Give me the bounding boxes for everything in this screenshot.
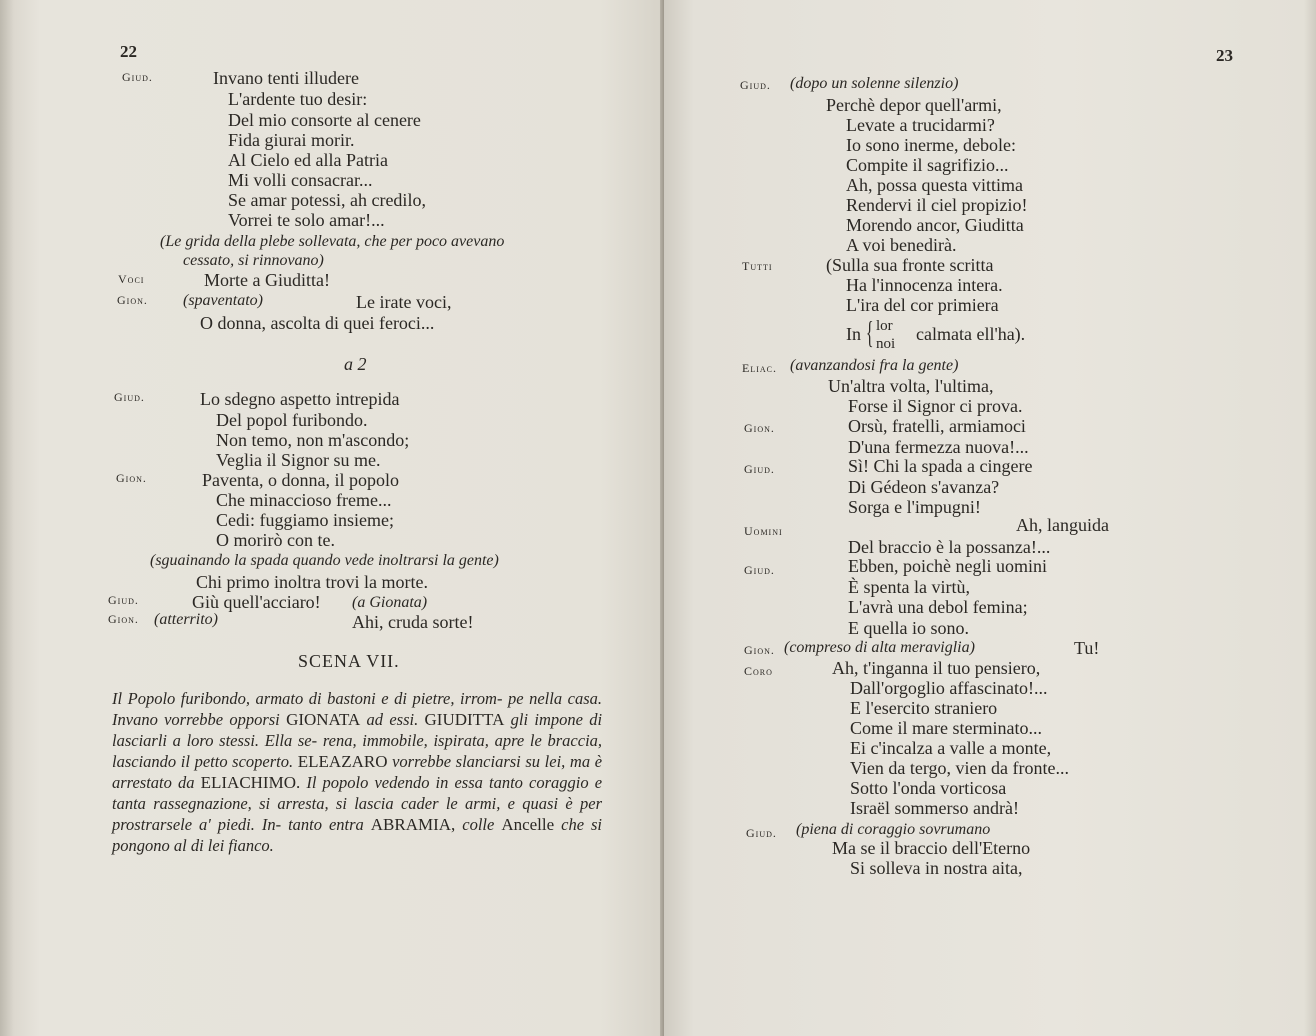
verse-line: Ei c'incalza a valle a monte,: [850, 738, 1052, 758]
speaker-label: Gion.: [108, 612, 139, 626]
brace-glyph: {: [865, 314, 874, 350]
verse-line: Non temo, non m'ascondo;: [216, 430, 410, 450]
verse-line: L'avrà una debol femina;: [848, 597, 1028, 617]
verse-line: Se amar potessi, ah credilo,: [228, 190, 426, 210]
stage-direction: (a Gionata): [352, 594, 428, 611]
stage-direction: (Le grida della plebe sollevata, che per poco avevano: [160, 233, 505, 250]
speaker-label: Giud.: [744, 462, 775, 476]
scene-description: Il Popolo furibondo, armato di bastoni e di pietre, irrom- pe nella casa. Invano vorrebbe opporsi GIONATA ad essi. GIUDITTA gli impone di lasciarli a loro stessi. Ella se- rena, immobile, ispirata, apre le braccia, lasciando il petto scoperto. ELEAZARO vorrebbe slanciarsi su lei, ma è arrestato da ELIACHIMO. Il popolo vedendo in essa tanto coraggio e tanta rassegnazione, si arresta, si lascia cader le armi, e quasi è per prostrarsele a' piedi. In- tanto entra ABRAMIA, colle Ancelle che si pongono al di lei fianco.: [112, 689, 603, 855]
verse-line: Orsù, fratelli, armiamoci: [848, 416, 1026, 436]
verse-line: Ha l'innocenza intera.: [846, 275, 1003, 295]
verse-line: Morendo ancor, Giuditta: [846, 215, 1024, 235]
verse-line: Cedi: fuggiamo insieme;: [216, 510, 394, 530]
verse-line: Giù quell'acciaro!: [192, 592, 321, 612]
verse-line: Lo sdegno aspetto intrepida: [200, 389, 400, 409]
verse-line: Vorrei te solo amar!...: [228, 210, 385, 230]
verse-line: Di Gédeon s'avanza?: [848, 477, 1000, 497]
verse-line: Si solleva in nostra aita,: [850, 858, 1023, 878]
alt-word-lor: lor: [876, 318, 893, 334]
page-number: 22: [120, 42, 137, 61]
verse-line: Forse il Signor ci prova.: [848, 396, 1023, 416]
stage-direction: (avanzandosi fra la gente): [790, 357, 959, 374]
verse-line: Invano tenti illudere: [213, 68, 359, 88]
verse-line: O donna, ascolta di quei feroci...: [200, 313, 435, 333]
verse-line: Chi primo inoltra trovi la morte.: [196, 572, 428, 592]
verse-line: Come il mare sterminato...: [850, 718, 1042, 738]
verse-line: Sì! Chi la spada a cingere: [848, 456, 1033, 476]
verse-line: Al Cielo ed alla Patria: [228, 150, 388, 170]
verse-line: Perchè depor quell'armi,: [826, 95, 1002, 115]
a-due-heading: a 2: [344, 354, 367, 374]
stage-direction: (atterrito): [154, 611, 218, 628]
speaker-label: Voci: [118, 272, 145, 286]
verse-line: Del mio consorte al cenere: [228, 110, 421, 130]
verse-line: D'una fermezza nuova!...: [848, 437, 1029, 457]
speaker-label: Gion.: [744, 421, 775, 435]
stage-direction: (dopo un solenne silenzio): [790, 75, 959, 92]
speaker-label: Giud.: [114, 390, 145, 404]
verse-line: L'ardente tuo desir:: [228, 89, 368, 109]
verse-line: Compite il sagrifizio...: [846, 155, 1009, 175]
speaker-label: Tutti: [742, 259, 773, 273]
speaker-label: Giud.: [740, 78, 771, 92]
verse-line: Rendervi il ciel propizio!: [846, 195, 1028, 215]
verse-line: A voi benedirà.: [846, 235, 957, 255]
speaker-label: Gion.: [744, 643, 775, 657]
verse-line: Paventa, o donna, il popolo: [202, 470, 399, 490]
page-number: 23: [1216, 46, 1233, 65]
verse-line: calmata ell'ha).: [916, 324, 1026, 344]
verse-line-in: In: [846, 324, 861, 344]
speaker-label: Giud.: [122, 70, 153, 84]
verse-line: Sorga e l'impugni!: [848, 497, 981, 517]
verse-line: Veglia il Signor su me.: [216, 450, 381, 470]
verse-line: Ah, t'inganna il tuo pensiero,: [832, 658, 1041, 678]
stage-direction: (spaventato): [183, 292, 263, 309]
verse-line: Del braccio è la possanza!...: [848, 537, 1051, 557]
verse-line: Morte a Giuditta!: [204, 270, 330, 290]
verse-line: Israël sommerso andrà!: [850, 798, 1019, 818]
speaker-label: Gion.: [117, 293, 148, 307]
verse-line: Levate a trucidarmi?: [846, 115, 995, 135]
verse-line: Ebben, poichè negli uomini: [848, 556, 1047, 576]
verse-line: L'ira del cor primiera: [846, 295, 999, 315]
verse-line: O morirò con te.: [216, 530, 335, 550]
verse-line: Mi volli consacrar...: [228, 170, 373, 190]
verse-line: Io sono inerme, debole:: [846, 135, 1016, 155]
speaker-label: Giud.: [746, 826, 777, 840]
verse-line: Che minaccioso freme...: [216, 490, 392, 510]
scene-title: SCENA VII.: [298, 651, 400, 671]
verse-line: Dall'orgoglio affascinato!...: [850, 678, 1048, 698]
verse-line: Sotto l'onda vorticosa: [850, 778, 1007, 798]
verse-line: Ah, possa questa vittima: [846, 175, 1023, 195]
stage-direction: (sguainando la spada quando vede inoltrarsi la gente): [150, 552, 499, 569]
verse-line: Tu!: [1074, 638, 1100, 658]
verse-line: (Sulla sua fronte scritta: [826, 255, 994, 275]
verse-line: È spenta la virtù,: [848, 577, 970, 597]
speaker-label: Uomini: [744, 524, 783, 538]
speaker-label: Coro: [744, 664, 773, 678]
stage-direction: cessato, si rinnovano): [183, 252, 324, 269]
alt-word-noi: noi: [876, 336, 896, 352]
verse-line: Del popol furibondo.: [216, 410, 368, 430]
verse-line: Vien da tergo, vien da fronte...: [850, 758, 1070, 778]
verse-line: E l'esercito straniero: [850, 698, 998, 718]
verse-line: Le irate voci,: [356, 292, 452, 312]
right-page: [664, 0, 1316, 1036]
speaker-label: Giud.: [744, 563, 775, 577]
verse-line: Ah, languida: [1016, 515, 1109, 535]
speaker-label: Giud.: [108, 593, 139, 607]
verse-line: Ahi, cruda sorte!: [352, 612, 474, 632]
verse-line: Un'altra volta, l'ultima,: [828, 376, 994, 396]
speaker-label: Eliac.: [742, 361, 777, 375]
verse-line: Ma se il braccio dell'Eterno: [832, 838, 1031, 858]
verse-line: E quella io sono.: [848, 618, 969, 638]
stage-direction: (piena di coraggio sovrumano: [796, 821, 991, 838]
stage-direction: (compreso di alta meraviglia): [784, 639, 975, 656]
speaker-label: Gion.: [116, 471, 147, 485]
verse-line: Fida giurai morir.: [228, 130, 355, 150]
